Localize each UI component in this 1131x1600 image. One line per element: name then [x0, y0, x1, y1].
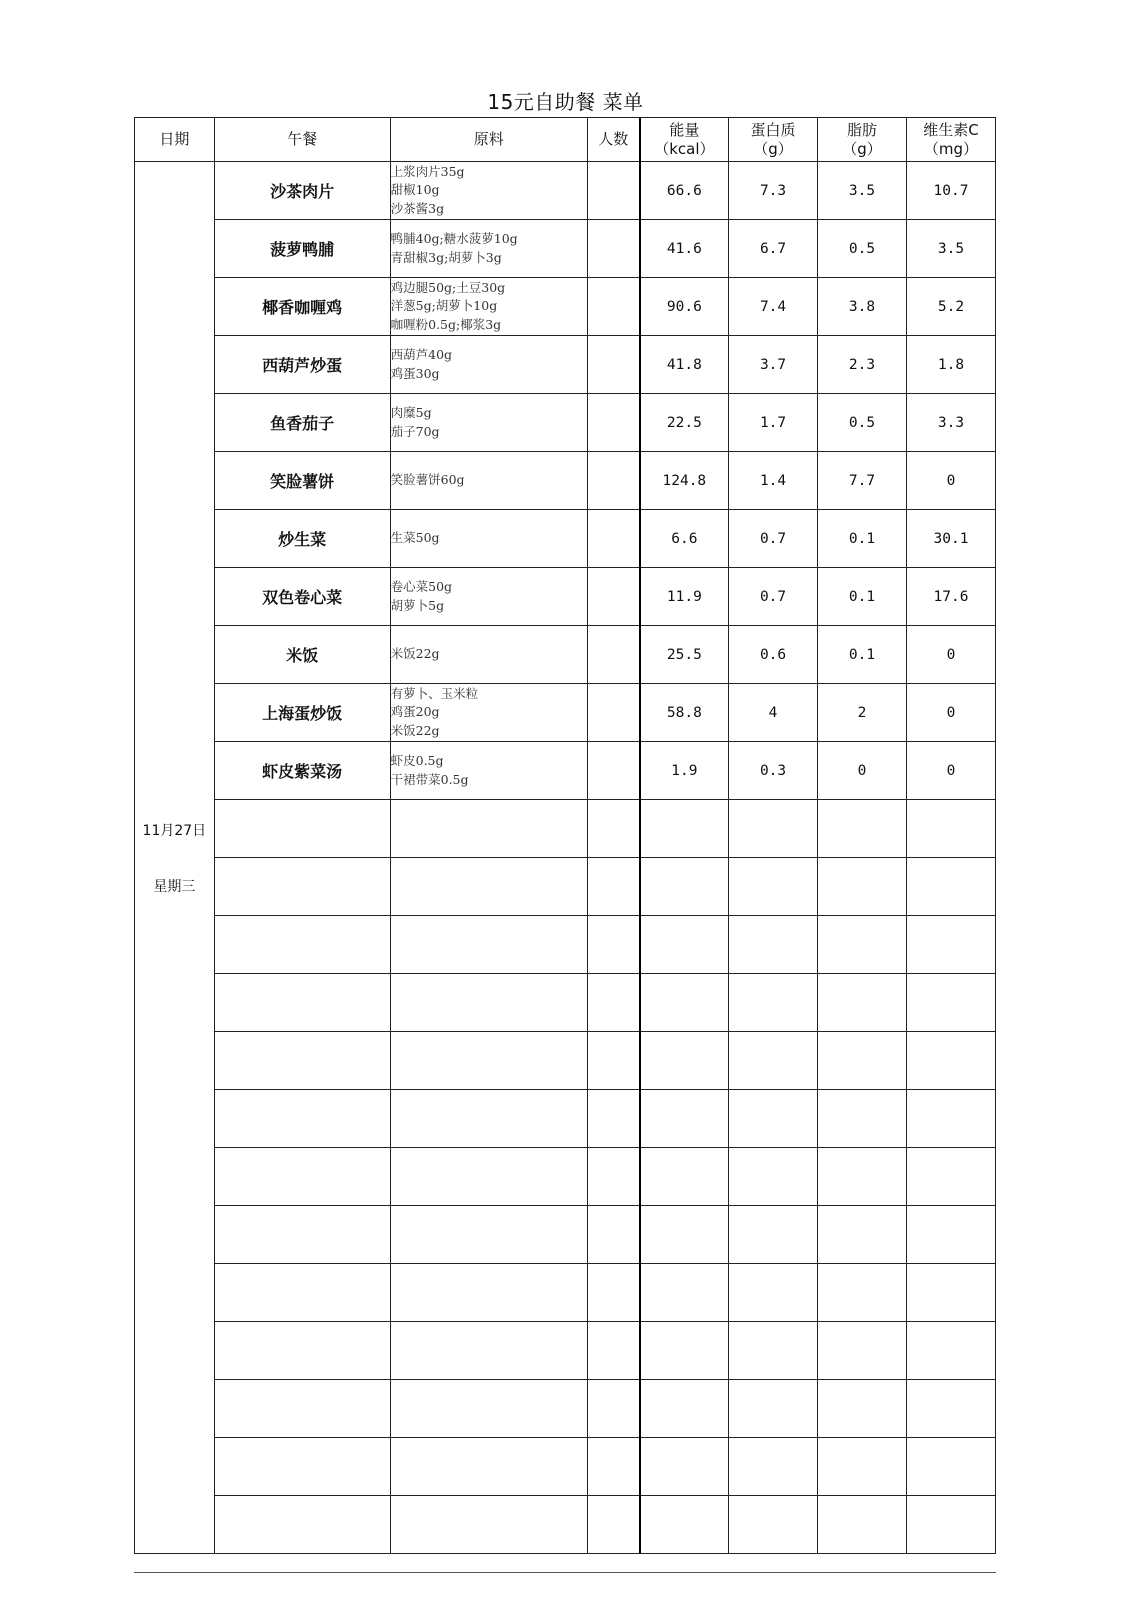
fat-cell [818, 1148, 907, 1206]
vitc-cell [906, 974, 995, 1032]
fat-cell: 3.5 [818, 162, 907, 220]
vitc-cell [906, 916, 995, 974]
fat-cell [818, 974, 907, 1032]
energy-cell: 22.5 [640, 394, 729, 452]
dish-name: 鱼香茄子 [214, 394, 390, 452]
people-cell [587, 1032, 639, 1090]
table-row [135, 278, 996, 336]
energy-cell [640, 1496, 729, 1554]
energy-cell: 11.9 [640, 568, 729, 626]
header-fat [818, 118, 907, 162]
table-row [135, 800, 996, 858]
ingredients-cell [390, 1148, 587, 1206]
energy-cell: 41.8 [640, 336, 729, 394]
fat-cell: 2 [818, 684, 907, 742]
table-row [135, 742, 996, 800]
header-energy-label: 能量 [669, 120, 700, 139]
fat-cell [818, 1264, 907, 1322]
protein-cell [729, 1322, 818, 1380]
ingredients-cell: 生菜50g [390, 510, 587, 568]
vitc-cell [906, 1264, 995, 1322]
fat-cell [818, 800, 907, 858]
ingredients-cell [390, 974, 587, 1032]
vitc-cell [906, 800, 995, 858]
dish-name: 上海蛋炒饭 [214, 684, 390, 742]
vitc-cell: 3.3 [906, 394, 995, 452]
dish-name [214, 1438, 390, 1496]
date-weekday: 星期三 [153, 878, 196, 895]
ingredients-cell: 上浆肉片35g 甜椒10g 沙茶酱3g [390, 162, 587, 220]
protein-cell [729, 1496, 818, 1554]
energy-cell [640, 1264, 729, 1322]
fat-cell: 0.1 [818, 626, 907, 684]
header-date: 日期 [135, 118, 215, 162]
header-row [135, 118, 996, 162]
people-cell [587, 1380, 639, 1438]
protein-cell [729, 1148, 818, 1206]
dish-name: 虾皮紫菜汤 [214, 742, 390, 800]
energy-cell [640, 1380, 729, 1438]
dish-name: 笑脸薯饼 [214, 452, 390, 510]
table-row [135, 684, 996, 742]
header-energy [640, 118, 729, 162]
table-row [135, 1032, 996, 1090]
fat-cell: 0 [818, 742, 907, 800]
fat-cell: 0.5 [818, 394, 907, 452]
people-cell [587, 1322, 639, 1380]
ingredients-cell: 肉糜5g 茄子70g [390, 394, 587, 452]
header-vitc [906, 118, 995, 162]
table-row [135, 1264, 996, 1322]
people-cell [587, 278, 639, 336]
energy-cell: 41.6 [640, 220, 729, 278]
dish-name [214, 1322, 390, 1380]
header-people: 人数 [587, 118, 639, 162]
date-cell [135, 162, 215, 1554]
ingredients-cell [390, 858, 587, 916]
protein-cell: 0.7 [729, 568, 818, 626]
header-ingredients: 原料 [390, 118, 587, 162]
header-protein-unit: （g） [753, 139, 793, 158]
table-bottom-rule [134, 1572, 996, 1573]
protein-cell: 6.7 [729, 220, 818, 278]
dish-name [214, 1206, 390, 1264]
fat-cell [818, 1032, 907, 1090]
header-vitc-unit: （mg） [923, 139, 979, 158]
table-row [135, 394, 996, 452]
dish-name [214, 800, 390, 858]
vitc-cell: 0 [906, 452, 995, 510]
dish-name: 菠萝鸭脯 [214, 220, 390, 278]
energy-cell [640, 1206, 729, 1264]
people-cell [587, 1206, 639, 1264]
table-row [135, 1496, 996, 1554]
protein-cell [729, 858, 818, 916]
people-cell [587, 916, 639, 974]
table-row [135, 1206, 996, 1264]
energy-cell [640, 1032, 729, 1090]
protein-cell: 7.3 [729, 162, 818, 220]
table-row [135, 858, 996, 916]
dish-name [214, 1264, 390, 1322]
energy-cell [640, 1322, 729, 1380]
table-row [135, 568, 996, 626]
energy-cell: 58.8 [640, 684, 729, 742]
table-row [135, 162, 996, 220]
fat-cell: 3.8 [818, 278, 907, 336]
header-fat-unit: （g） [842, 139, 882, 158]
dish-name: 沙茶肉片 [214, 162, 390, 220]
vitc-cell: 17.6 [906, 568, 995, 626]
table-row [135, 1090, 996, 1148]
ingredients-cell [390, 1206, 587, 1264]
ingredients-cell [390, 1438, 587, 1496]
ingredients-cell [390, 1322, 587, 1380]
people-cell [587, 974, 639, 1032]
ingredients-cell: 鸭脯40g;糖水菠萝10g 青甜椒3g;胡萝卜3g [390, 220, 587, 278]
people-cell [587, 684, 639, 742]
dish-name [214, 1090, 390, 1148]
vitc-cell [906, 1090, 995, 1148]
energy-cell: 6.6 [640, 510, 729, 568]
protein-cell [729, 1090, 818, 1148]
energy-cell [640, 916, 729, 974]
fat-cell [818, 1206, 907, 1264]
vitc-cell: 0 [906, 684, 995, 742]
dish-name: 西葫芦炒蛋 [214, 336, 390, 394]
protein-cell [729, 1380, 818, 1438]
energy-cell: 66.6 [640, 162, 729, 220]
protein-cell [729, 916, 818, 974]
protein-cell: 3.7 [729, 336, 818, 394]
table-row [135, 1380, 996, 1438]
energy-cell [640, 974, 729, 1032]
vitc-cell: 1.8 [906, 336, 995, 394]
ingredients-cell: 有萝卜、玉米粒 鸡蛋20g 米饭22g [390, 684, 587, 742]
ingredients-cell [390, 1264, 587, 1322]
ingredients-cell: 西葫芦40g 鸡蛋30g [390, 336, 587, 394]
table-row [135, 916, 996, 974]
people-cell [587, 510, 639, 568]
fat-cell [818, 858, 907, 916]
protein-cell [729, 974, 818, 1032]
people-cell [587, 1496, 639, 1554]
people-cell [587, 800, 639, 858]
protein-cell: 1.4 [729, 452, 818, 510]
fat-cell: 0.5 [818, 220, 907, 278]
ingredients-cell [390, 1090, 587, 1148]
people-cell [587, 220, 639, 278]
energy-cell: 124.8 [640, 452, 729, 510]
vitc-cell [906, 1148, 995, 1206]
fat-cell: 0.1 [818, 510, 907, 568]
vitc-cell: 5.2 [906, 278, 995, 336]
header-protein-label: 蛋白质 [750, 120, 796, 139]
fat-cell: 0.1 [818, 568, 907, 626]
table-row [135, 1322, 996, 1380]
protein-cell: 0.3 [729, 742, 818, 800]
dish-name: 米饭 [214, 626, 390, 684]
date-day: 11月27日 [142, 822, 207, 839]
energy-cell [640, 800, 729, 858]
ingredients-cell [390, 916, 587, 974]
fat-cell [818, 1090, 907, 1148]
vitc-cell: 0 [906, 742, 995, 800]
vitc-cell [906, 858, 995, 916]
ingredients-cell: 米饭22g [390, 626, 587, 684]
people-cell [587, 452, 639, 510]
people-cell [587, 1148, 639, 1206]
ingredients-cell [390, 1032, 587, 1090]
header-vitc-label: 维生素C [923, 120, 979, 139]
table-row [135, 974, 996, 1032]
protein-cell: 0.6 [729, 626, 818, 684]
vitc-cell [906, 1206, 995, 1264]
header-energy-unit: （kcal） [654, 139, 715, 158]
energy-cell [640, 858, 729, 916]
ingredients-cell: 鸡边腿50g;土豆30g 洋葱5g;胡萝卜10g 咖喱粉0.5g;椰浆3g [390, 278, 587, 336]
dish-name: 椰香咖喱鸡 [214, 278, 390, 336]
protein-cell: 7.4 [729, 278, 818, 336]
people-cell [587, 568, 639, 626]
fat-cell [818, 1496, 907, 1554]
dish-name [214, 1148, 390, 1206]
dish-name [214, 858, 390, 916]
vitc-cell [906, 1322, 995, 1380]
protein-cell: 1.7 [729, 394, 818, 452]
table-row [135, 336, 996, 394]
page-title: 15元自助餐 菜单 [487, 90, 644, 114]
protein-cell [729, 800, 818, 858]
energy-cell [640, 1438, 729, 1496]
vitc-cell: 3.5 [906, 220, 995, 278]
header-lunch: 午餐 [214, 118, 390, 162]
dish-name [214, 1032, 390, 1090]
people-cell [587, 1438, 639, 1496]
fat-cell [818, 1322, 907, 1380]
protein-cell [729, 1264, 818, 1322]
menu-table [134, 117, 996, 1554]
table-row [135, 220, 996, 278]
ingredients-cell [390, 800, 587, 858]
dish-name [214, 974, 390, 1032]
fat-cell: 2.3 [818, 336, 907, 394]
protein-cell [729, 1206, 818, 1264]
dish-name [214, 1380, 390, 1438]
vitc-cell [906, 1496, 995, 1554]
vitc-cell [906, 1380, 995, 1438]
people-cell [587, 336, 639, 394]
people-cell [587, 1264, 639, 1322]
ingredients-cell [390, 1380, 587, 1438]
vitc-cell [906, 1032, 995, 1090]
energy-cell [640, 1090, 729, 1148]
protein-cell [729, 1438, 818, 1496]
table-row [135, 626, 996, 684]
vitc-cell: 30.1 [906, 510, 995, 568]
dish-name [214, 1496, 390, 1554]
people-cell [587, 162, 639, 220]
energy-cell: 25.5 [640, 626, 729, 684]
fat-cell: 7.7 [818, 452, 907, 510]
protein-cell: 0.7 [729, 510, 818, 568]
vitc-cell: 0 [906, 626, 995, 684]
people-cell [587, 394, 639, 452]
dish-name [214, 916, 390, 974]
people-cell [587, 742, 639, 800]
energy-cell: 1.9 [640, 742, 729, 800]
dish-name: 双色卷心菜 [214, 568, 390, 626]
fat-cell [818, 916, 907, 974]
header-fat-label: 脂肪 [846, 120, 877, 139]
people-cell [587, 858, 639, 916]
people-cell [587, 1090, 639, 1148]
vitc-cell: 10.7 [906, 162, 995, 220]
table-row [135, 510, 996, 568]
table-row [135, 1148, 996, 1206]
energy-cell [640, 1148, 729, 1206]
people-cell [587, 626, 639, 684]
ingredients-cell: 卷心菜50g 胡萝卜5g [390, 568, 587, 626]
ingredients-cell: 笑脸薯饼60g [390, 452, 587, 510]
table-row [135, 1438, 996, 1496]
fat-cell [818, 1380, 907, 1438]
ingredients-cell: 虾皮0.5g 干裙带菜0.5g [390, 742, 587, 800]
fat-cell [818, 1438, 907, 1496]
menu-body [135, 162, 996, 1554]
vitc-cell [906, 1438, 995, 1496]
dish-name: 炒生菜 [214, 510, 390, 568]
protein-cell: 4 [729, 684, 818, 742]
ingredients-cell [390, 1496, 587, 1554]
header-protein [729, 118, 818, 162]
protein-cell [729, 1032, 818, 1090]
energy-cell: 90.6 [640, 278, 729, 336]
table-row [135, 452, 996, 510]
